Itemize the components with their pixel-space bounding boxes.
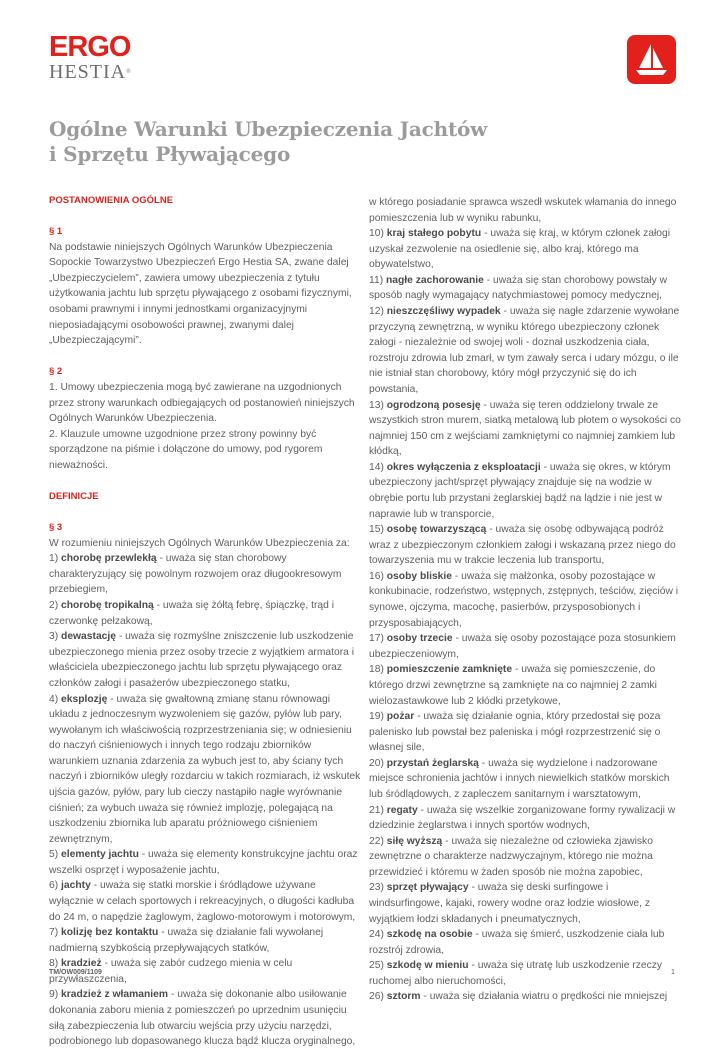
definition-term: dewastację bbox=[61, 631, 116, 643]
definition-term: szkodę na osobie bbox=[386, 929, 473, 941]
registered-mark: ® bbox=[126, 69, 131, 75]
definition-item bbox=[49, 925, 361, 956]
definition-term: przystań żeglarską bbox=[386, 757, 479, 769]
document-title bbox=[49, 117, 487, 167]
definition-number: 10) bbox=[369, 228, 384, 240]
definition-number: 22) bbox=[369, 835, 384, 847]
definition-item bbox=[49, 692, 361, 848]
definition-number: 20) bbox=[369, 757, 384, 769]
paragraph-3-intro: W rozumieniu niniejszych Ogólnych Warunków Ubezpieczenia za: bbox=[49, 537, 350, 549]
right-column bbox=[369, 195, 681, 1005]
definition-text: - uważa się działanie ognia, który przedostał się poza palenisko lub powstał bez paleniska i mógł rozprzestrzenić się o własnej sile, bbox=[369, 711, 661, 754]
left-column bbox=[49, 193, 361, 1050]
definition-item bbox=[49, 629, 361, 691]
definition-text: - uważa się nagłe zdarzenie wywołane przyczyną zewnętrzną, w wyniku którego ubezpieczony członek załogi - niezależnie od swojej woli - doznał uszkodzenia ciała, rozstroju zdrowia lub zmarł, w tym zawały serca i udary mózgu, o ile nie istniał stan chorobowy, który mógł przyczynić się do ich powstania, bbox=[369, 306, 680, 395]
definition-term: ogrodzoną posesję bbox=[386, 399, 481, 411]
definition-number: 1) bbox=[49, 553, 59, 565]
definition-item bbox=[369, 226, 681, 273]
definition-text: - uważa się gwałtowną zmianę stanu równowagi układu z jednoczesnym wyzwoleniem się gazów, pyłów lub pary, wywołanym ich właściwością rozprzestrzeniania się; w odniesieniu do naczyń ciśnieniowych i innych tego rodzaju zbiorników warunkiem uznania zdarzenia za wybuch jest to, aby ściany tych naczyń i zbiorników uległy rozdarciu w takich rozmiarach, iż wskutek ujścia gazów, pyłów, pary lub cieczy nastąpiło nagłe wyrównanie ciśnień; za wybuch uważa się również implozję, polegającą na uszkodzeniu zbiornika lub aparatu próżniowego ciśnieniem zewnętrznym, bbox=[49, 693, 361, 845]
definition-text: - uważa się małżonka, osoby pozostające w konkubinacie, rodzeństwo, wstępnych, zstępnych, teściów, zięciów i synowe, ojczyma, macochę, pasierbów, przysposobionych i przysposabiających, bbox=[369, 570, 679, 629]
definition-item bbox=[49, 847, 361, 878]
definition-number: 3) bbox=[49, 631, 59, 643]
definition-number: 19) bbox=[369, 711, 384, 723]
definition-text: - uważa się śmierć, uszkodzenie ciała lub rozstrój zdrowia, bbox=[369, 929, 665, 956]
page-number: 1 bbox=[671, 969, 675, 976]
definition-term: siłę wyższą bbox=[386, 835, 443, 847]
definition-item bbox=[369, 834, 681, 881]
definition-number: 18) bbox=[369, 664, 384, 676]
definition-item bbox=[369, 662, 681, 709]
definition-term: kraj stałego pobytu bbox=[386, 228, 482, 240]
paragraph-2-point-1: 1. Umowy ubezpieczenia mogą być zawierane na uzgodnionych przez strony warunkach odbiegających od postanowień niniejszych Ogólnych Warunków Ubezpieczenia. bbox=[49, 381, 355, 425]
definition-number: 17) bbox=[369, 633, 384, 645]
definition-text: - uważa się niezależne od człowieka zjawisko zewnętrzne o charakterze nadzwyczajnym, którego nie można przewidzieć i któremu w żaden sposób nie można zapobiec, bbox=[369, 835, 653, 878]
section-heading-definitions: DEFINICJE bbox=[49, 490, 99, 502]
definition-number: 8) bbox=[49, 958, 59, 970]
definition-text: - uważa się zabór cudzego mienia w celu przywłaszczenia, bbox=[49, 958, 293, 985]
definition-text: - uważa się rozmyślne zniszczenie lub uszkodzenie ubezpieczonego mienia przez osoby trzecie z wyjątkiem armatora i właściciela ubezpieczonego jachtu lub sprzętu pływającego oraz członków załogi i pasażerów ubezpieczonego statku, bbox=[49, 631, 355, 689]
definition-number: 9) bbox=[49, 989, 59, 1001]
definition-item bbox=[369, 304, 681, 397]
definition-item bbox=[369, 569, 681, 631]
definition-item bbox=[369, 273, 681, 304]
definition-item bbox=[369, 880, 681, 927]
sailboat-icon bbox=[627, 35, 676, 84]
logo-ergo-text: ERGO bbox=[49, 31, 131, 63]
definition-term: regaty bbox=[386, 804, 418, 816]
definition-term: szkodę w mieniu bbox=[386, 960, 469, 972]
definition-term: nieszczęśliwy wypadek bbox=[386, 306, 501, 318]
paragraph-2-point-2: 2. Klauzule umowne uzgodnione przez strony powinny być sporządzone na piśmie i dołączone do umowy, pod rygorem nieważności. bbox=[49, 428, 323, 471]
definition-item bbox=[369, 460, 681, 522]
definition-text: - uważa się deski surfingowe i windsurfingowe, kajaki, rowery wodne oraz łodzie wiosłowe, z wyjątkiem łodzi składanych i pneumatycznych, bbox=[369, 882, 651, 925]
definition-number: 11) bbox=[369, 274, 384, 286]
definition-text: - uważa się pomieszczenie, do którego drzwi zewnętrzne są zamknięte na co najmniej 2 zamki wielozastawkowe lub 2 kłódki przetykowe, bbox=[369, 664, 657, 707]
definition-text: - uważa się teren oddzielony trwale ze wszystkich stron murem, siatką metalową lub płotem o wysokości co najmniej 150 cm z wejściami zamkniętymi co najmniej zamkiem lub kłódką, bbox=[369, 399, 681, 458]
definition-number: 7) bbox=[49, 927, 59, 939]
definition-item bbox=[369, 989, 681, 1005]
ergo-hestia-logo bbox=[49, 31, 131, 83]
title-line-1: Ogólne Warunki Ubezpieczenia Jachtów bbox=[49, 117, 488, 141]
definition-number: 12) bbox=[369, 306, 384, 318]
definition-item bbox=[369, 522, 681, 569]
definition-text: - uważa się działanie fali wywołanej nadmierną szybkością przepływających statków, bbox=[49, 927, 324, 954]
definition-term: sprzęt pływający bbox=[386, 882, 469, 894]
definition-item bbox=[369, 398, 681, 460]
definition-item bbox=[369, 803, 681, 834]
definition-item bbox=[49, 878, 361, 925]
definition-number: 25) bbox=[369, 960, 384, 972]
definition-item bbox=[49, 987, 361, 1049]
document-code: TM/OW009/1109 bbox=[49, 969, 102, 976]
definition-term: kolizję bez kontaktu bbox=[61, 927, 159, 939]
definition-term: pomieszczenie zamknięte bbox=[386, 664, 513, 676]
definition-term: pożar bbox=[386, 711, 415, 723]
definition-number: 2) bbox=[49, 600, 59, 612]
definition-text: - uważa się statki morskie i śródlądowe używane wyłącznie w celach sportowych i rekreacyjnych, o długości kadłuba do 24 m, o napędzie żaglowym, żaglowo-motorowym i motorowym, bbox=[49, 880, 356, 923]
definition-text: - uważa się osoby pozostające poza stosunkiem ubezpieczeniowym, bbox=[369, 633, 676, 660]
definition-term: osoby bliskie bbox=[386, 570, 453, 582]
definition-number: 26) bbox=[369, 991, 384, 1003]
definition-term: osobę towarzyszącą bbox=[386, 524, 487, 536]
definition-item bbox=[369, 927, 681, 958]
definition-text: - uważa się elementy konstrukcyjne jachtu oraz wszelki osprzęt i wyposażenie jachtu, bbox=[49, 849, 358, 876]
definition-item bbox=[49, 551, 361, 598]
definition-number: 16) bbox=[369, 570, 384, 582]
definition-number: 21) bbox=[369, 804, 384, 816]
definition-term: jachty bbox=[61, 880, 91, 892]
logo-hestia-text: HESTIA bbox=[49, 61, 127, 83]
definition-number: 23) bbox=[369, 882, 384, 894]
definition-term: kradzież z włamaniem bbox=[61, 989, 169, 1001]
definition-term: okres wyłączenia z eksploatacji bbox=[386, 461, 541, 473]
definition-term: osoby trzecie bbox=[386, 633, 453, 645]
definition-item bbox=[369, 631, 681, 662]
definition-item bbox=[369, 958, 681, 989]
definition-number: 6) bbox=[49, 880, 59, 892]
definition-text: - uważa się utratę lub uszkodzenie rzeczy ruchomej albo nieruchomości, bbox=[369, 960, 663, 987]
definition-item bbox=[49, 598, 361, 629]
definition-number: 24) bbox=[369, 929, 384, 941]
definition-text: - uważa się kraj, w którym członek załogi uzyskał zezwolenie na osiedlenie się, albo kraj, którego ma obywatelstwo, bbox=[369, 228, 671, 271]
paragraph-3-heading: § 3 bbox=[49, 522, 63, 534]
definition-item bbox=[369, 756, 681, 803]
definition-item bbox=[369, 709, 681, 756]
paragraph-1-heading: § 1 bbox=[49, 226, 63, 238]
definition-text: - uważa się stan chorobowy charakteryzujący się powolnym rozwojem oraz długookresowym przebiegiem, bbox=[49, 553, 342, 596]
definition-text: - uważa się wydzielone i nadzorowane miejsce schronienia jachtów i innych niewielkich statków morskich lub śródlądowych, z zapleczem sanitarnym i warsztatowym, bbox=[369, 757, 670, 800]
definition-term: elementy jachtu bbox=[61, 849, 139, 861]
definition-continuation: w którego posiadanie sprawca wszedł wskutek włamania do innego pomieszczenia lub w wyniku rabunku, bbox=[369, 197, 677, 224]
definition-term: sztorm bbox=[386, 991, 421, 1003]
definition-term: nagłe zachorowanie bbox=[386, 274, 484, 286]
paragraph-1-text: Na podstawie niniejszych Ogólnych Warunków Ubezpieczenia Sopockie Towarzystwo Ubezpieczeń Ergo Hestia SA, zwane dalej „Ubezpieczycielem”, zawiera umowy ubezpieczenia z tytułu użytkowania jachtu lub sprzętu pływającego z osobami fizycznymi, osobami prawnymi i innymi jednostkami organizacyjnymi nieposiadającymi osobowości prawnej, zwanymi dalej „Ubezpieczającymi”. bbox=[49, 241, 352, 347]
definition-term: chorobę przewlekłą bbox=[61, 553, 157, 565]
definition-text: - uważa się działania wiatru o prędkości nie mniejszej bbox=[423, 991, 668, 1003]
paragraph-2-heading: § 2 bbox=[49, 366, 63, 378]
definition-text: - uważa się osobę odbywającą podróż wraz z ubezpieczonym członkiem załogi i wskazaną przez niego do towarzyszenia mu w trakcie leczenia lub transportu, bbox=[369, 524, 676, 567]
definition-number: 15) bbox=[369, 524, 384, 536]
definition-text: - uważa się wszelkie zorganizowane formy rywalizacji w dziedzinie żeglarstwa i innych sportów wodnych, bbox=[369, 804, 676, 832]
definition-text: - uważa się żółtą febrę, śpiączkę, trąd i czerwonkę pełzakową, bbox=[49, 600, 335, 627]
definition-text: - uważa się stan chorobowy powstały w sposób nagły wymagający natychmiastowej pomocy medycznej, bbox=[369, 274, 668, 302]
definition-number: 13) bbox=[369, 399, 384, 411]
definitions-list-right bbox=[369, 226, 681, 1005]
definition-number: 14) bbox=[369, 461, 384, 473]
definition-term: eksplozję bbox=[61, 693, 108, 705]
title-line-2: i Sprzętu Pływającego bbox=[49, 142, 291, 166]
definition-text: - uważa się dokonanie albo usiłowanie dokonania zaboru mienia z pomieszczeń po uprzednim usunięciu siłą zabezpieczenia lub otwarciu wejścia przy użyciu narzędzi, podrobionego lub dopasowanego klucza bądź klucza oryginalnego, bbox=[49, 989, 356, 1048]
definition-number: 4) bbox=[49, 693, 59, 705]
definition-text: - uważa się okres, w którym ubezpieczony jacht/sprzęt pływający znajduje się na wodzie w obrębie portu lub przystani żeglarskiej bądź na lądzie i nie jest w naprawie lub w transporcie, bbox=[369, 461, 671, 520]
definition-number: 5) bbox=[49, 849, 59, 861]
section-heading-general: POSTANOWIENIA OGÓLNE bbox=[49, 195, 174, 206]
definition-term: chorobę tropikalną bbox=[61, 600, 154, 612]
definition-term: kradzież bbox=[61, 958, 102, 970]
